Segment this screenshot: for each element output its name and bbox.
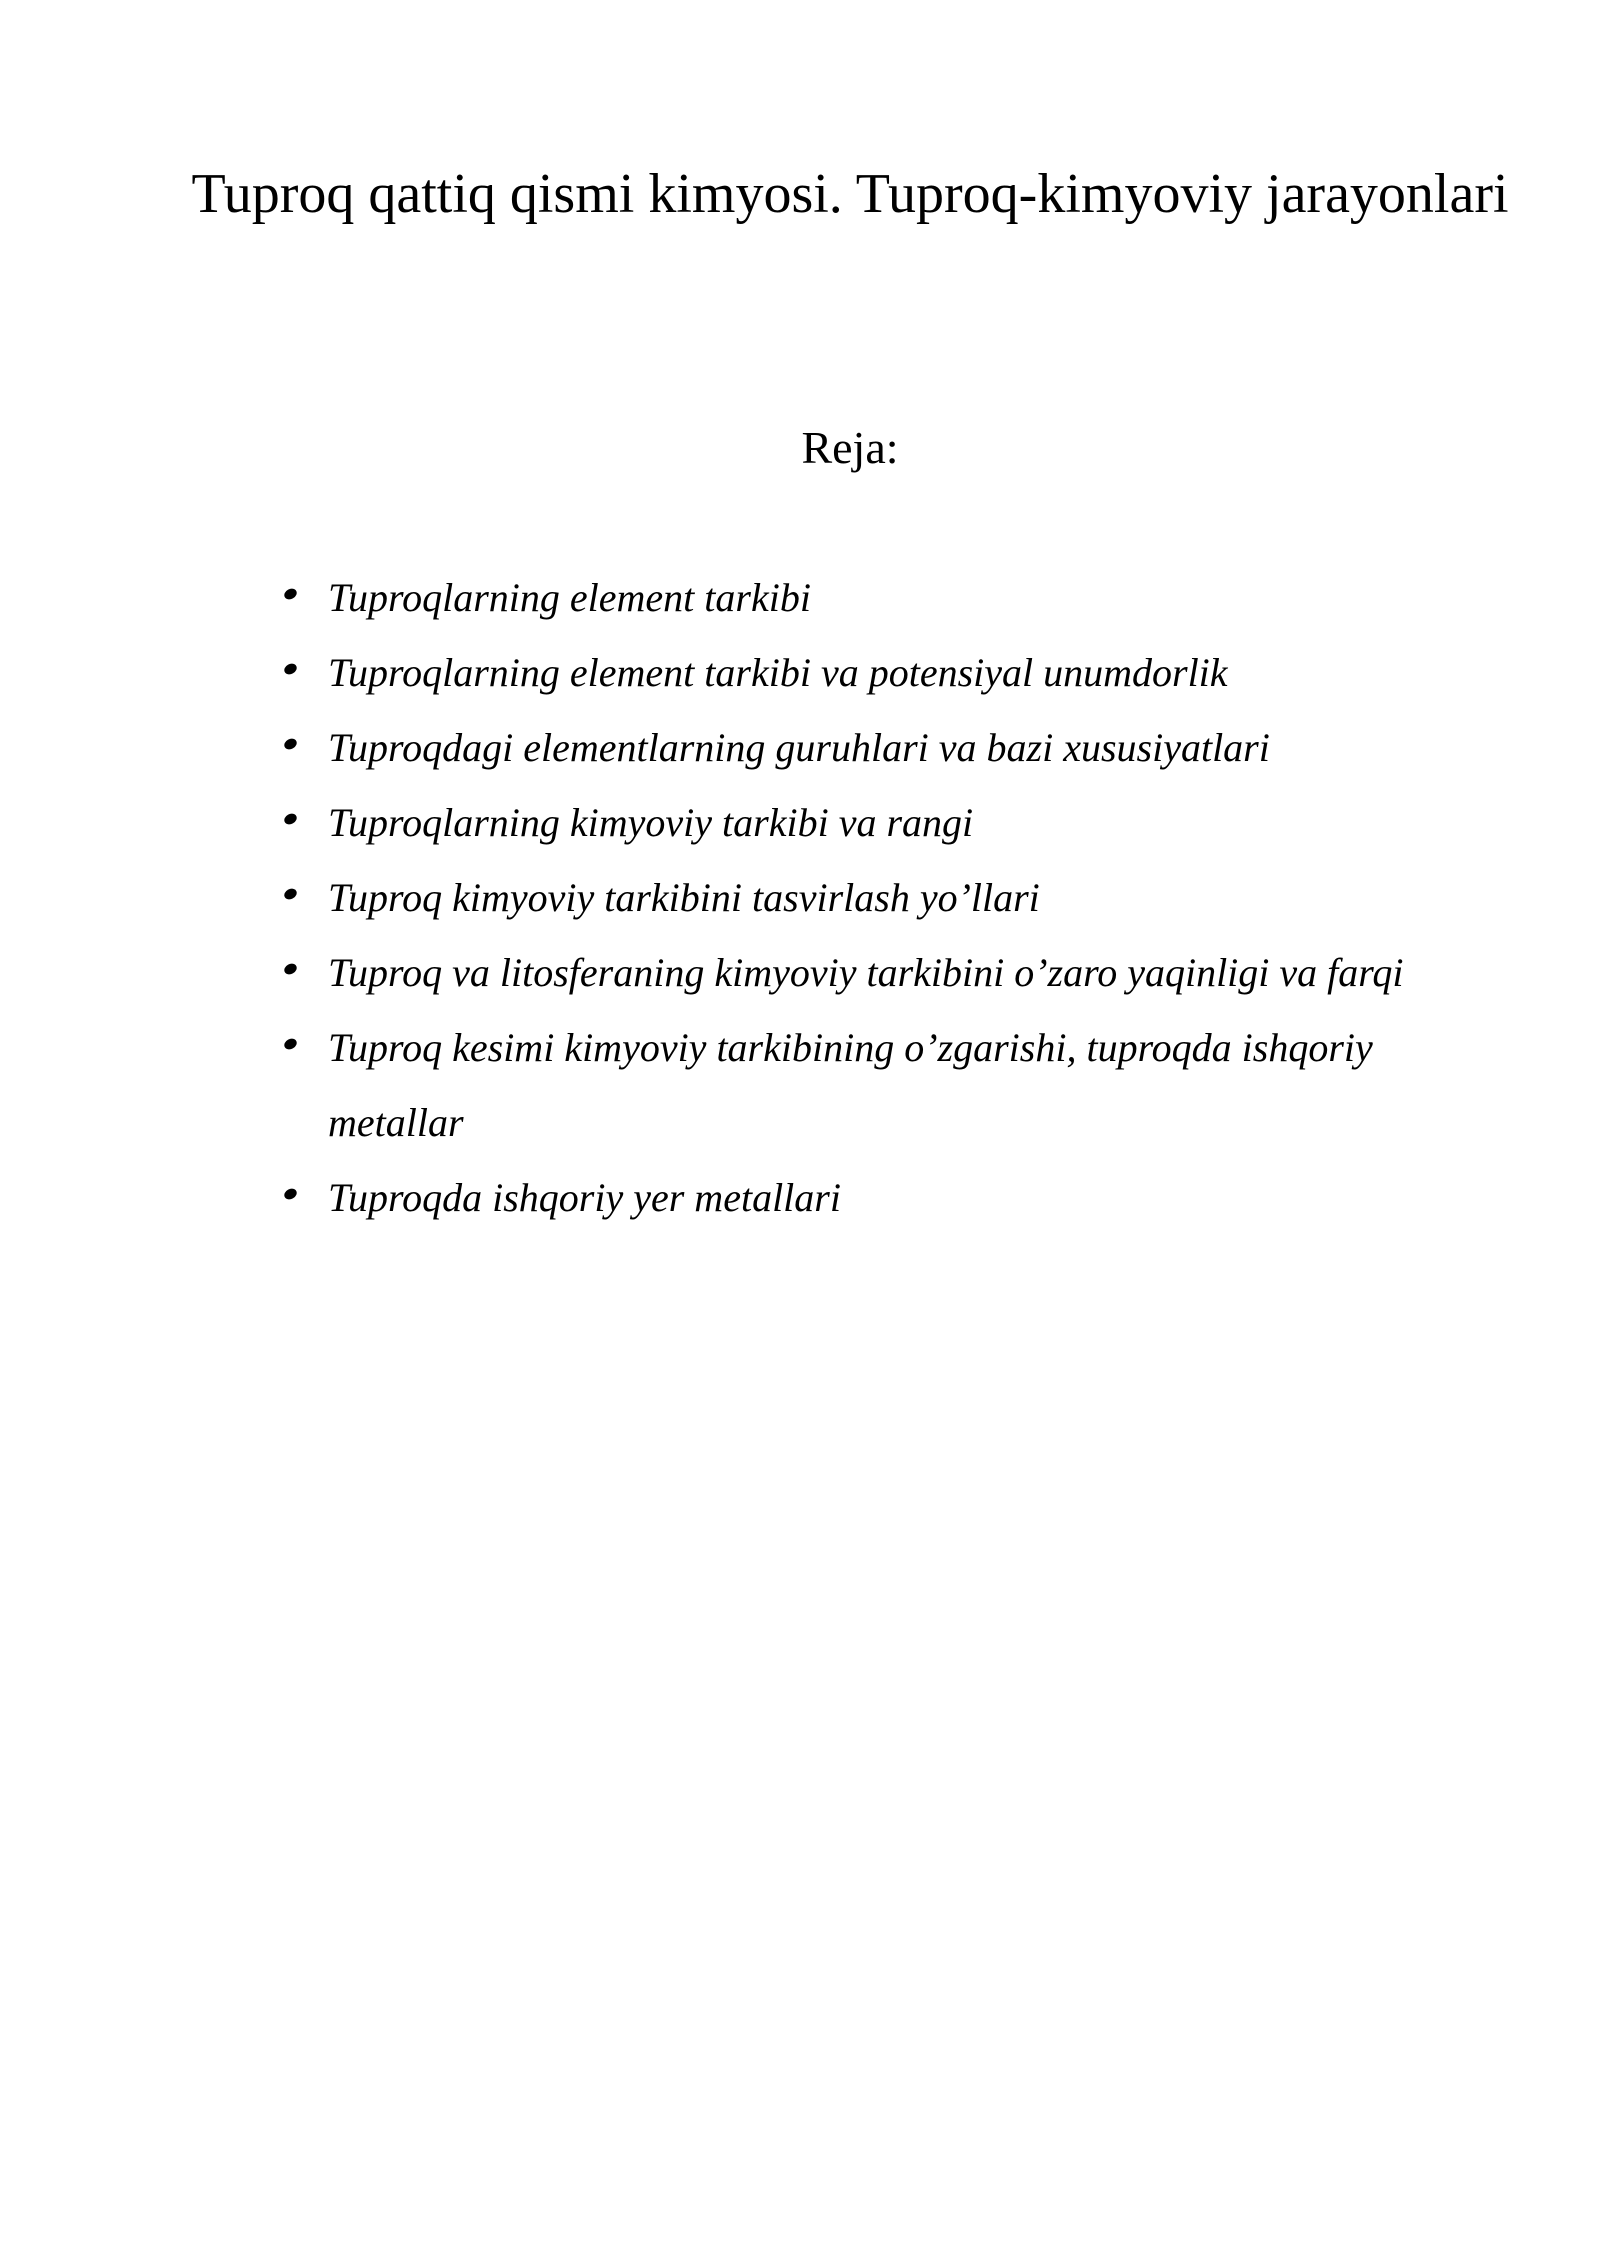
plan-list	[280, 560, 1480, 1235]
bullet-icon	[282, 1187, 298, 1202]
plan-item	[280, 1010, 1480, 1160]
bullet-icon	[282, 812, 298, 827]
plan-item-text: Tuproq va litosferaning kimyoviy tarkibini o’zaro yaqinligi va farqi	[328, 950, 1404, 995]
plan-item-text: Tuproqda ishqoriy yer metallari	[328, 1175, 841, 1220]
plan-item-text: Tuproqdagi elementlarning guruhlari va bazi xususiyatlari	[328, 725, 1270, 770]
bullet-icon	[282, 737, 298, 752]
plan-item	[280, 935, 1480, 1010]
plan-item-text: Tuproqlarning kimyoviy tarkibi va rangi	[328, 800, 974, 845]
plan-item	[280, 635, 1480, 710]
plan-item	[280, 710, 1480, 785]
bullet-icon	[282, 662, 298, 677]
plan-item-text: Tuproq kesimi kimyoviy tarkibining o’zgarishi, tuproqda ishqoriy metallar	[328, 1025, 1373, 1145]
document-title: Tuproq qattiq qismi kimyosi. Tuproq-kimyoviy jarayonlari	[191, 163, 1509, 225]
plan-item	[280, 1160, 1480, 1235]
bullet-icon	[282, 887, 298, 902]
plan-item	[280, 560, 1480, 635]
bullet-icon	[282, 1037, 298, 1052]
plan-item-text: Tuproq kimyoviy tarkibini tasvirlash yo’llari	[328, 875, 1040, 920]
bullet-icon	[282, 962, 298, 977]
plan-heading: Reja:	[801, 422, 899, 473]
plan-item	[280, 860, 1480, 935]
bullet-icon	[282, 587, 298, 602]
plan-item-text: Tuproqlarning element tarkibi	[328, 575, 811, 620]
plan-item	[280, 785, 1480, 860]
plan-item-text: Tuproqlarning element tarkibi va potensiyal unumdorlik	[328, 650, 1228, 695]
